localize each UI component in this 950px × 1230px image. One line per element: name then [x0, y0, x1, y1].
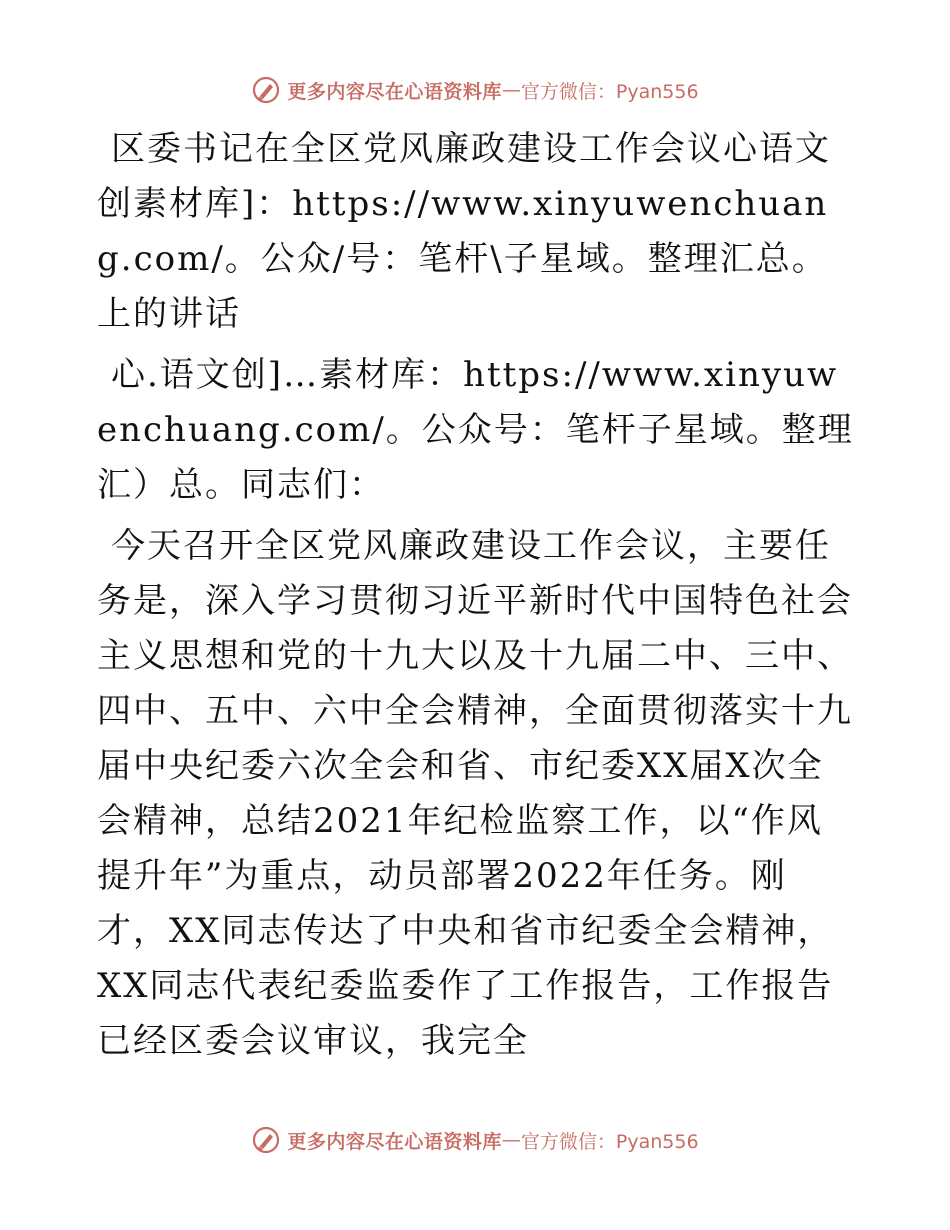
watermark-suffix: 官方微信：Pyan556	[520, 1130, 699, 1153]
watermark-suffix: 官方微信：Pyan556	[520, 80, 699, 103]
paragraph-greeting: 心.语文创]…素材库：https://www.xinyuwenchuang.com/。公众号：笔杆子星域。整理汇）总。同志们：	[97, 355, 854, 505]
pen-in-circle-icon	[251, 1125, 281, 1155]
header-watermark	[0, 70, 950, 110]
paragraph-body: 今天召开全区党风廉政建设工作会议，主要任务是，深入学习贯彻习近平新时代中国特色社会主义思想和党的十九大以及十九届二中、三中、四中、五中、六中全会精神，全面贯彻落实十九届中央纪委六次全会和省、市纪委XX届X次全会精神，总结2021年纪检监察工作，以“作风提升年”为重点，动员部署2022年任务。刚才，XX同志传达了中央和省市纪委全会精神，XX同志代表纪委监委作了工作报告，工作报告已经区委会议审议，我完全	[97, 526, 853, 1061]
watermark-text: 更多内容尽在心语资料库	[287, 80, 502, 103]
document-body	[97, 122, 857, 1075]
paragraph-title: 区委书记在全区党风廉政建设工作会议心语文创素材库]：https://www.xinyuwenchuang.com/。公众/号：笔杆\子星域。整理汇总。上的讲话	[97, 129, 831, 334]
pen-in-circle-icon	[251, 75, 281, 105]
watermark-separator: —	[501, 1129, 521, 1151]
footer-watermark	[0, 1120, 950, 1160]
watermark-text: 更多内容尽在心语资料库	[287, 1130, 502, 1153]
watermark-separator: —	[501, 79, 521, 101]
